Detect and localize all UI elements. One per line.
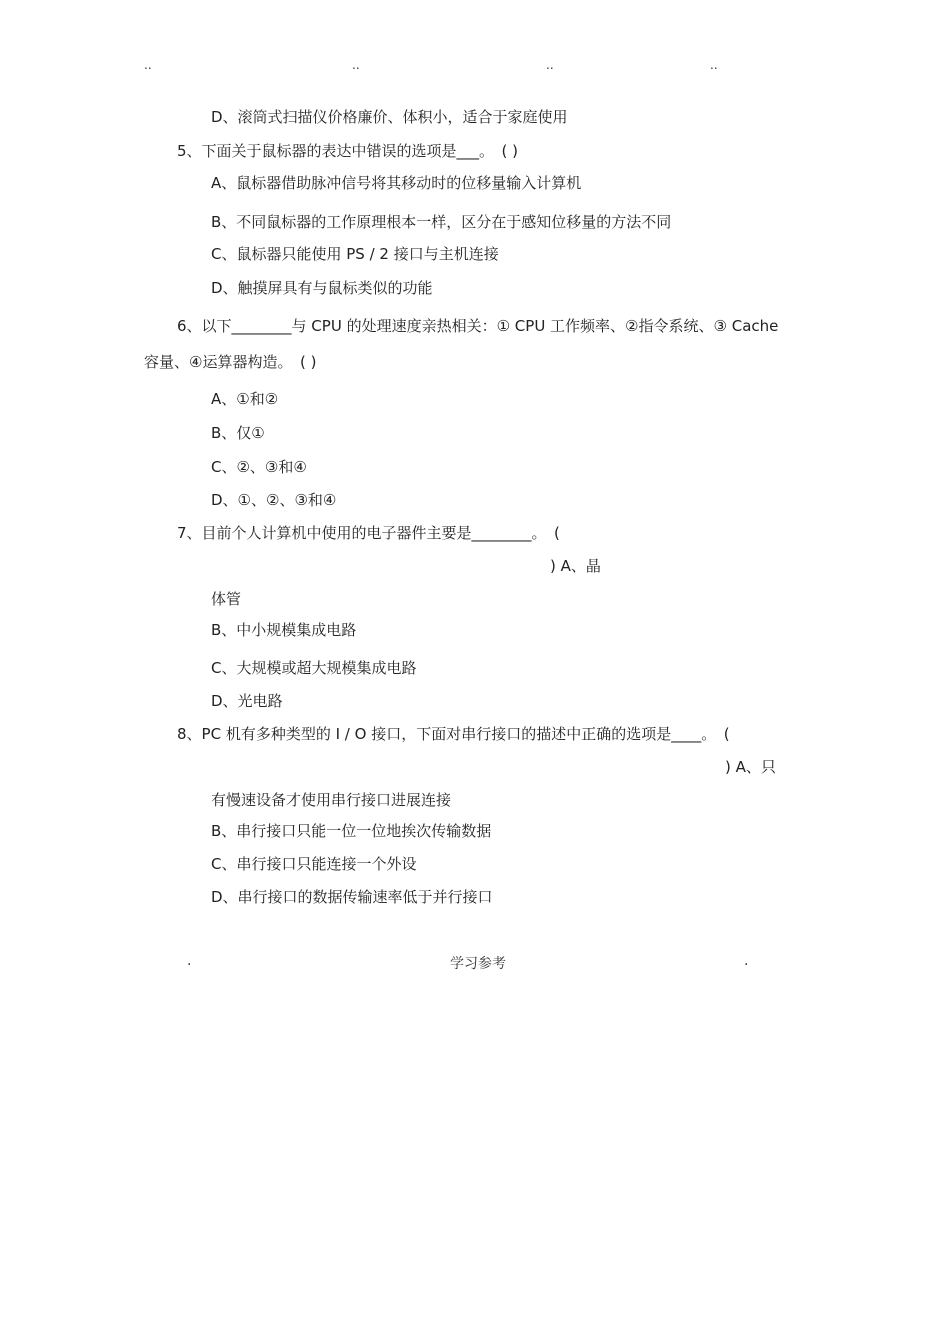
q6-option-c: C、②、③和④ bbox=[211, 458, 307, 476]
q6-option-b: B、仅① bbox=[211, 424, 265, 442]
header-mark: .. bbox=[352, 58, 360, 72]
question-6-line-2: 容量、④运算器构造。 ( ) bbox=[144, 353, 317, 371]
q7-continuation: ) A、晶 bbox=[550, 557, 601, 575]
q8-option-a-rest: 有慢速设备才使用串行接口进展连接 bbox=[211, 791, 452, 809]
question-7: 7、目前个人计算机中使用的电子器件主要是________。 ( bbox=[177, 524, 560, 542]
q5-option-d: D、触摸屏具有与鼠标类似的功能 bbox=[211, 279, 433, 297]
q7-option-c: C、大规模或超大规模集成电路 bbox=[211, 659, 417, 677]
question-6-line-1: 6、以下________与 CPU 的处理速度亲热相关：① CPU 工作频率、②指令系统、③ Cache bbox=[177, 317, 779, 335]
q8-continuation: ) A、只 bbox=[725, 758, 776, 776]
q7-option-d: D、光电路 bbox=[211, 692, 283, 710]
q7-option-b: B、中小规模集成电路 bbox=[211, 621, 357, 639]
q6-option-a: A、①和② bbox=[211, 390, 279, 408]
q5-option-a: A、鼠标器借助脉冲信号将其移动时的位移量输入计算机 bbox=[211, 174, 582, 192]
q5-option-c: C、鼠标器只能使用 PS / 2 接口与主机连接 bbox=[211, 245, 499, 263]
q8-option-c: C、串行接口只能连接一个外设 bbox=[211, 855, 417, 873]
header-mark: .. bbox=[144, 58, 152, 72]
footer-right-mark: . bbox=[744, 953, 749, 969]
header-mark: .. bbox=[710, 58, 718, 72]
q7-option-a-rest: 体管 bbox=[211, 590, 242, 608]
question-8: 8、PC 机有多种类型的 I / O 接口，下面对串行接口的描述中正确的选项是____。 ( bbox=[177, 725, 730, 743]
q5-option-b: B、不同鼠标器的工作原理根本一样，区分在于感知位移量的方法不同 bbox=[211, 213, 672, 231]
q6-option-d: D、①、②、③和④ bbox=[211, 491, 337, 509]
q8-option-d: D、串行接口的数据传输速率低于并行接口 bbox=[211, 888, 493, 906]
header-mark: .. bbox=[546, 58, 554, 72]
question-5: 5、下面关于鼠标器的表达中错误的选项是___。 ( ) bbox=[177, 142, 519, 160]
footer-left-mark: . bbox=[187, 953, 192, 969]
footer-label: 学习参考 bbox=[450, 956, 506, 972]
q8-option-b: B、串行接口只能一位一位地挨次传输数据 bbox=[211, 822, 492, 840]
q4-option-d: D、滚筒式扫描仪价格廉价、体积小，适合于家庭使用 bbox=[211, 108, 568, 126]
